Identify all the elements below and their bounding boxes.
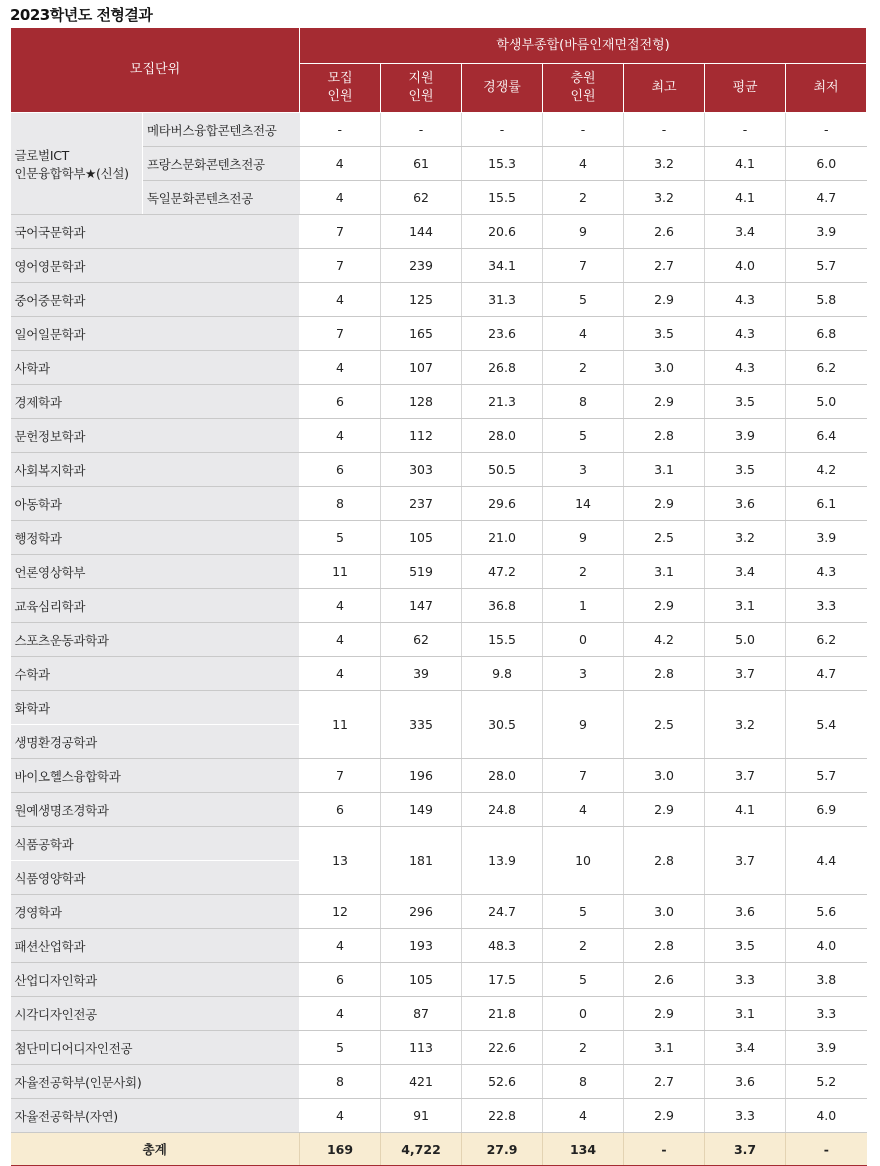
value-cell: 21.3 — [462, 385, 543, 419]
dept-cell: 자율전공학부(자연) — [11, 1099, 300, 1133]
value-cell: 52.6 — [462, 1065, 543, 1099]
value-cell: - — [786, 113, 867, 147]
value-cell: 5.0 — [705, 623, 786, 657]
value-cell: 3.0 — [624, 895, 705, 929]
value-cell: 0 — [543, 623, 624, 657]
value-cell: 421 — [381, 1065, 462, 1099]
value-cell: 4,722 — [381, 1133, 462, 1166]
value-cell: 14 — [543, 487, 624, 521]
value-cell: 3.7 — [705, 657, 786, 691]
value-cell: 3.9 — [786, 1031, 867, 1065]
value-cell: 0 — [543, 997, 624, 1031]
value-cell: 50.5 — [462, 453, 543, 487]
value-cell: 4 — [300, 997, 381, 1031]
value-cell: 4 — [543, 1099, 624, 1133]
table-row — [11, 589, 867, 623]
value-cell: 5 — [543, 963, 624, 997]
value-cell: 22.6 — [462, 1031, 543, 1065]
value-cell: 4.2 — [786, 453, 867, 487]
value-cell: 4.0 — [786, 1099, 867, 1133]
value-cell: 5.2 — [786, 1065, 867, 1099]
column-header-line2: 인원 — [327, 89, 353, 104]
sub-dept-cell: 메타버스융합콘텐츠전공 — [143, 113, 300, 147]
value-cell: 2.7 — [624, 1065, 705, 1099]
value-cell: 2 — [543, 181, 624, 215]
dept-cell: 경영학과 — [11, 895, 300, 929]
dept-cell: 식품공학과 — [11, 827, 300, 861]
column-header — [300, 64, 381, 113]
value-cell: 3.5 — [705, 929, 786, 963]
value-cell: 91 — [381, 1099, 462, 1133]
value-cell: 2 — [543, 351, 624, 385]
value-cell: 47.2 — [462, 555, 543, 589]
value-cell: 27.9 — [462, 1133, 543, 1166]
value-cell: 3.7 — [705, 759, 786, 793]
dept-cell: 행정학과 — [11, 521, 300, 555]
column-header — [381, 64, 462, 113]
value-cell: 4 — [543, 147, 624, 181]
dept-cell: 바이오헬스융합학과 — [11, 759, 300, 793]
total-label: 총계 — [11, 1133, 300, 1166]
value-cell: 3.1 — [624, 453, 705, 487]
value-cell: 7 — [300, 317, 381, 351]
table-row — [11, 521, 867, 555]
value-cell: 6.8 — [786, 317, 867, 351]
value-cell: 5 — [543, 419, 624, 453]
table-row — [11, 1065, 867, 1099]
table-row — [11, 827, 867, 861]
value-cell: 2.7 — [624, 249, 705, 283]
value-cell: 15.3 — [462, 147, 543, 181]
value-cell: 28.0 — [462, 759, 543, 793]
value-cell: 105 — [381, 963, 462, 997]
value-cell: 9 — [543, 691, 624, 759]
table-row — [11, 487, 867, 521]
column-header — [462, 64, 543, 113]
value-cell: 4 — [300, 283, 381, 317]
value-cell: 4 — [543, 317, 624, 351]
value-cell: 149 — [381, 793, 462, 827]
value-cell: 21.0 — [462, 521, 543, 555]
dept-cell — [11, 113, 143, 215]
value-cell: 62 — [381, 623, 462, 657]
dept-cell: 첨단미디어디자인전공 — [11, 1031, 300, 1065]
value-cell: 29.6 — [462, 487, 543, 521]
value-cell: 4.1 — [705, 147, 786, 181]
value-cell: 7 — [543, 249, 624, 283]
value-cell: 4.3 — [786, 555, 867, 589]
value-cell: 4 — [300, 929, 381, 963]
value-cell: 24.8 — [462, 793, 543, 827]
table-row — [11, 691, 867, 725]
value-cell: 4 — [543, 793, 624, 827]
value-cell: 3.2 — [624, 147, 705, 181]
value-cell: 11 — [300, 555, 381, 589]
value-cell: - — [705, 113, 786, 147]
value-cell: 3.9 — [786, 521, 867, 555]
column-header-line1: 충원 — [570, 71, 596, 86]
table-row — [11, 215, 867, 249]
value-cell: 2.8 — [624, 929, 705, 963]
dept-cell: 언론영상학부 — [11, 555, 300, 589]
dept-cell: 시각디자인전공 — [11, 997, 300, 1031]
value-cell: 4.7 — [786, 181, 867, 215]
value-cell: 61 — [381, 147, 462, 181]
value-cell: 7 — [543, 759, 624, 793]
dept-name-line2: 인문융합학부★(신설) — [14, 165, 129, 181]
value-cell: 4.7 — [786, 657, 867, 691]
value-cell: 4.0 — [705, 249, 786, 283]
value-cell: 3.6 — [705, 1065, 786, 1099]
value-cell: 3.3 — [786, 589, 867, 623]
value-cell: 3.5 — [705, 385, 786, 419]
value-cell: 4 — [300, 351, 381, 385]
value-cell: 5 — [300, 521, 381, 555]
table-row — [11, 317, 867, 351]
value-cell: 11 — [300, 691, 381, 759]
dept-cell: 국어국문학과 — [11, 215, 300, 249]
value-cell: 17.5 — [462, 963, 543, 997]
value-cell: 144 — [381, 215, 462, 249]
value-cell: 15.5 — [462, 181, 543, 215]
value-cell: 3.5 — [705, 453, 786, 487]
value-cell: 112 — [381, 419, 462, 453]
table-row — [11, 113, 867, 147]
value-cell: 4 — [300, 623, 381, 657]
value-cell: 4 — [300, 147, 381, 181]
dept-cell: 교육심리학과 — [11, 589, 300, 623]
value-cell: 1 — [543, 589, 624, 623]
value-cell: 3.1 — [624, 555, 705, 589]
value-cell: 4 — [300, 657, 381, 691]
value-cell: 6.2 — [786, 351, 867, 385]
dept-cell: 경제학과 — [11, 385, 300, 419]
value-cell: - — [462, 113, 543, 147]
table-row — [11, 555, 867, 589]
column-header-line2: 인원 — [408, 89, 434, 104]
column-header-line1: 최저 — [813, 80, 839, 95]
dept-cell: 패션산업학과 — [11, 929, 300, 963]
dept-cell: 스포츠운동과학과 — [11, 623, 300, 657]
sub-dept-cell: 프랑스문화콘텐츠전공 — [143, 147, 300, 181]
value-cell: 6 — [300, 963, 381, 997]
value-cell: 237 — [381, 487, 462, 521]
value-cell: 147 — [381, 589, 462, 623]
value-cell: 4.4 — [786, 827, 867, 895]
value-cell: 39 — [381, 657, 462, 691]
column-header-line1: 평균 — [732, 80, 758, 95]
value-cell: 34.1 — [462, 249, 543, 283]
column-header-line1: 지원 — [408, 71, 434, 86]
value-cell: 3.1 — [705, 589, 786, 623]
dept-cell: 생명환경공학과 — [11, 725, 300, 759]
value-cell: 7 — [300, 249, 381, 283]
value-cell: 3.6 — [705, 487, 786, 521]
value-cell: 3.2 — [705, 521, 786, 555]
table-row — [11, 623, 867, 657]
value-cell: 12 — [300, 895, 381, 929]
column-header — [786, 64, 867, 113]
column-header-line1: 모집 — [327, 71, 353, 86]
value-cell: 2 — [543, 929, 624, 963]
value-cell: 2.9 — [624, 997, 705, 1031]
dept-cell: 산업디자인학과 — [11, 963, 300, 997]
value-cell: 105 — [381, 521, 462, 555]
value-cell: 2.9 — [624, 487, 705, 521]
value-cell: 2.6 — [624, 963, 705, 997]
value-cell: 2.5 — [624, 521, 705, 555]
value-cell: 5 — [543, 895, 624, 929]
value-cell: 165 — [381, 317, 462, 351]
value-cell: 2.9 — [624, 1099, 705, 1133]
dept-cell: 영어영문학과 — [11, 249, 300, 283]
value-cell: 2.6 — [624, 215, 705, 249]
value-cell: 3.3 — [705, 1099, 786, 1133]
value-cell: 7 — [300, 759, 381, 793]
value-cell: 36.8 — [462, 589, 543, 623]
value-cell: 5.6 — [786, 895, 867, 929]
table-row — [11, 385, 867, 419]
value-cell: 10 — [543, 827, 624, 895]
value-cell: 296 — [381, 895, 462, 929]
value-cell: 9 — [543, 521, 624, 555]
value-cell: 3.8 — [786, 963, 867, 997]
value-cell: 303 — [381, 453, 462, 487]
table-row — [11, 1099, 867, 1133]
value-cell: 519 — [381, 555, 462, 589]
value-cell: 128 — [381, 385, 462, 419]
value-cell: 4 — [300, 589, 381, 623]
value-cell: 3.4 — [705, 1031, 786, 1065]
total-row — [11, 1133, 867, 1166]
value-cell: 5.4 — [786, 691, 867, 759]
value-cell: 181 — [381, 827, 462, 895]
value-cell: 3.2 — [705, 691, 786, 759]
value-cell: 5 — [300, 1031, 381, 1065]
value-cell: 2.9 — [624, 589, 705, 623]
value-cell: 13.9 — [462, 827, 543, 895]
value-cell: 6 — [300, 453, 381, 487]
value-cell: 62 — [381, 181, 462, 215]
value-cell: 169 — [300, 1133, 381, 1166]
value-cell: 6.0 — [786, 147, 867, 181]
value-cell: 4.1 — [705, 793, 786, 827]
column-header — [624, 64, 705, 113]
value-cell: 4.3 — [705, 317, 786, 351]
value-cell: 6.9 — [786, 793, 867, 827]
value-cell: 31.3 — [462, 283, 543, 317]
dept-cell: 식품영양학과 — [11, 861, 300, 895]
value-cell: 24.7 — [462, 895, 543, 929]
column-header-line1: 최고 — [651, 80, 677, 95]
value-cell: 3.9 — [786, 215, 867, 249]
value-cell: - — [624, 1133, 705, 1166]
value-cell: 3.6 — [705, 895, 786, 929]
value-cell: 15.5 — [462, 623, 543, 657]
admission-results-table — [10, 27, 867, 1166]
value-cell: 3.9 — [705, 419, 786, 453]
value-cell: 8 — [300, 1065, 381, 1099]
value-cell: 5.8 — [786, 283, 867, 317]
value-cell: 134 — [543, 1133, 624, 1166]
value-cell: 107 — [381, 351, 462, 385]
value-cell: 26.8 — [462, 351, 543, 385]
value-cell: 9 — [543, 215, 624, 249]
value-cell: 2.9 — [624, 793, 705, 827]
table-row — [11, 1031, 867, 1065]
value-cell: 5.0 — [786, 385, 867, 419]
value-cell: 2 — [543, 1031, 624, 1065]
value-cell: 3.5 — [624, 317, 705, 351]
value-cell: 23.6 — [462, 317, 543, 351]
table-row — [11, 929, 867, 963]
dept-cell: 일어일문학과 — [11, 317, 300, 351]
value-cell: 22.8 — [462, 1099, 543, 1133]
value-cell: 4.2 — [624, 623, 705, 657]
value-cell: - — [786, 1133, 867, 1166]
table-row — [11, 249, 867, 283]
table-row — [11, 895, 867, 929]
value-cell: 5.7 — [786, 759, 867, 793]
value-cell: - — [543, 113, 624, 147]
dept-cell: 아동학과 — [11, 487, 300, 521]
value-cell: 28.0 — [462, 419, 543, 453]
table-row — [11, 351, 867, 385]
value-cell: 3.1 — [624, 1031, 705, 1065]
value-cell: 6 — [300, 385, 381, 419]
value-cell: 3.3 — [705, 963, 786, 997]
table-row — [11, 997, 867, 1031]
value-cell: 8 — [300, 487, 381, 521]
value-cell: 8 — [543, 385, 624, 419]
value-cell: 4 — [300, 419, 381, 453]
unit-header: 모집단위 — [11, 28, 300, 113]
value-cell: 4.1 — [705, 181, 786, 215]
value-cell: 2.8 — [624, 419, 705, 453]
value-cell: 20.6 — [462, 215, 543, 249]
column-header — [543, 64, 624, 113]
value-cell: 4.3 — [705, 283, 786, 317]
table-row — [11, 283, 867, 317]
value-cell: 113 — [381, 1031, 462, 1065]
sub-dept-cell: 독일문화콘텐츠전공 — [143, 181, 300, 215]
program-header: 학생부종합(바름인재면접전형) — [300, 28, 867, 64]
dept-cell: 화학과 — [11, 691, 300, 725]
value-cell: 13 — [300, 827, 381, 895]
value-cell: 8 — [543, 1065, 624, 1099]
value-cell: - — [381, 113, 462, 147]
value-cell: 5 — [543, 283, 624, 317]
table-row — [11, 793, 867, 827]
value-cell: 2.9 — [624, 385, 705, 419]
value-cell: 2.8 — [624, 827, 705, 895]
value-cell: 335 — [381, 691, 462, 759]
dept-name-line1: 글로벌ICT — [14, 147, 69, 163]
value-cell: 3.0 — [624, 759, 705, 793]
value-cell: 2.9 — [624, 283, 705, 317]
dept-cell: 사회복지학과 — [11, 453, 300, 487]
value-cell: 3.7 — [705, 827, 786, 895]
dept-cell: 사학과 — [11, 351, 300, 385]
value-cell: 3.3 — [786, 997, 867, 1031]
value-cell: 9.8 — [462, 657, 543, 691]
value-cell: 3.2 — [624, 181, 705, 215]
value-cell: 125 — [381, 283, 462, 317]
dept-cell: 문헌정보학과 — [11, 419, 300, 453]
column-header-line2: 인원 — [570, 89, 596, 104]
dept-cell: 자율전공학부(인문사회) — [11, 1065, 300, 1099]
value-cell: 3 — [543, 657, 624, 691]
value-cell: 5.7 — [786, 249, 867, 283]
table-row — [11, 419, 867, 453]
value-cell: 4.3 — [705, 351, 786, 385]
value-cell: 6.1 — [786, 487, 867, 521]
page-title: 2023학년도 전형결과 — [10, 6, 153, 24]
value-cell: 196 — [381, 759, 462, 793]
value-cell: 4 — [300, 181, 381, 215]
value-cell: 3.4 — [705, 215, 786, 249]
table-row — [11, 963, 867, 997]
value-cell: 48.3 — [462, 929, 543, 963]
table-row — [11, 657, 867, 691]
value-cell: 3.4 — [705, 555, 786, 589]
column-header-line1: 경쟁률 — [483, 80, 521, 95]
value-cell: 3 — [543, 453, 624, 487]
value-cell: 239 — [381, 249, 462, 283]
value-cell: 4.0 — [786, 929, 867, 963]
dept-cell: 중어중문학과 — [11, 283, 300, 317]
value-cell: 3.0 — [624, 351, 705, 385]
value-cell: 21.8 — [462, 997, 543, 1031]
value-cell: 3.1 — [705, 997, 786, 1031]
value-cell: 2.5 — [624, 691, 705, 759]
value-cell: 3.7 — [705, 1133, 786, 1166]
table-row — [11, 453, 867, 487]
value-cell: 4 — [300, 1099, 381, 1133]
value-cell: - — [300, 113, 381, 147]
column-header — [705, 64, 786, 113]
value-cell: 30.5 — [462, 691, 543, 759]
value-cell: 6.2 — [786, 623, 867, 657]
value-cell: 87 — [381, 997, 462, 1031]
value-cell: 7 — [300, 215, 381, 249]
value-cell: 2.8 — [624, 657, 705, 691]
value-cell: 2 — [543, 555, 624, 589]
table-row — [11, 759, 867, 793]
dept-cell: 수학과 — [11, 657, 300, 691]
dept-cell: 원예생명조경학과 — [11, 793, 300, 827]
value-cell: - — [624, 113, 705, 147]
value-cell: 6 — [300, 793, 381, 827]
value-cell: 6.4 — [786, 419, 867, 453]
value-cell: 193 — [381, 929, 462, 963]
